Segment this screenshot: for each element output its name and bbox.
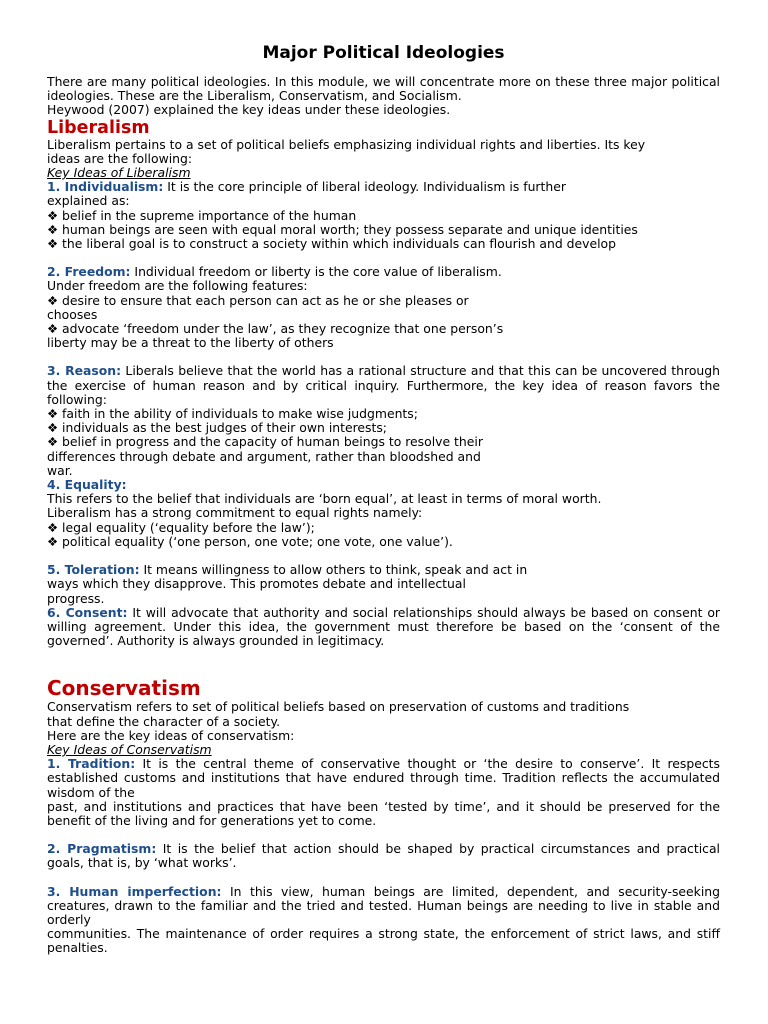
tradition-label: 1. Tradition: — [47, 756, 136, 772]
page-title: Major Political Ideologies — [262, 43, 505, 63]
pragmatism-text: It is the belief that action should be shaped by practical circumstances and practical goals, that is, by ‘what works’. — [47, 841, 720, 871]
toleration-text: It means willingness to allow others to think, speak and act in — [139, 562, 528, 578]
toleration-label: 5. Toleration: — [47, 562, 140, 578]
individualism-line: explained as: — [47, 193, 130, 209]
toleration-item — [47, 563, 720, 577]
freedom-line: liberty may be a threat to the liberty of others — [47, 335, 334, 351]
imperfection-text: In this view, human beings are limited, dependent, and security-seeking creatures, drawn to the familiar and the tried and tested. Human beings are needing to live in stable and orderly — [47, 883, 721, 927]
freedom-item — [47, 265, 720, 279]
bullet-line: ❖ human beings are seen with equal moral worth; they possess separate and unique identities — [47, 221, 638, 237]
freedom-text: Individual freedom or liberty is the core value of liberalism. — [130, 264, 502, 280]
tradition-continuation: past, and institutions and practices that have been ‘tested by time’, and it should be preserved for the benefit of the living and for generations yet to come. — [47, 798, 720, 828]
liberalism-subheading: Key Ideas of Liberalism — [47, 165, 191, 181]
liberalism-intro-line: Liberalism pertains to a set of political beliefs emphasizing individual rights and liberties. Its key — [47, 136, 646, 152]
bullet-line: ❖ individuals as the best judges of their own interests; — [47, 420, 387, 436]
conservatism-subheading: Key Ideas of Conservatism — [47, 741, 212, 757]
tradition-item — [47, 757, 720, 800]
imperfection-continuation: communities. The maintenance of order requires a strong state, the enforcement of strict laws, and stiff penalties. — [47, 926, 720, 956]
pragmatism-item — [47, 842, 720, 870]
conservatism-line: Conservatism refers to set of political beliefs based on preservation of customs and traditions — [47, 699, 630, 715]
bullet-line: ❖ the liberal goal is to construct a society within which individuals can flourish and develop — [47, 236, 616, 252]
freedom-label: 2. Freedom: — [47, 264, 131, 280]
bullet-line: ❖ advocate ‘freedom under the law’, as they recognize that one person’s — [47, 321, 504, 337]
bullet-line: ❖ political equality (‘one person, one vote; one vote, one value’). — [47, 533, 453, 549]
bullet-line: ❖ belief in the supreme importance of the human — [47, 207, 357, 223]
freedom-line: Under freedom are the following features: — [47, 278, 308, 294]
reason-label: 3. Reason: — [47, 363, 122, 379]
individualism-item — [47, 180, 720, 194]
bullet-line: ❖ desire to ensure that each person can act as he or she pleases or — [47, 292, 469, 308]
equality-label: 4. Equality: — [47, 477, 127, 493]
individualism-label: 1. Individualism: — [47, 179, 164, 195]
pragmatism-label: 2. Pragmatism: — [47, 841, 157, 857]
bullet-line: ❖ legal equality (‘equality before the law’); — [47, 519, 315, 535]
document-body — [47, 42, 720, 956]
imperfection-item — [47, 885, 720, 928]
consent-label: 6. Consent: — [47, 604, 128, 620]
reason-item — [47, 364, 720, 407]
intro-citation: Heywood (2007) explained the key ideas under these ideologies. — [47, 102, 451, 118]
individualism-text: It is the core principle of liberal ideology. Individualism is further — [163, 179, 566, 195]
freedom-line: chooses — [47, 306, 98, 322]
bullet-line: ❖ faith in the ability of individuals to make wise judgments; — [47, 406, 418, 422]
liberalism-intro-line: ideas are the following: — [47, 150, 193, 166]
tradition-text: It is the central theme of conservative thought or ‘the desire to conserve’. It respects established customs and institutions that have endured through time. Tradition reflects the accumulated wisdom of the — [47, 756, 720, 800]
imperfection-label: 3. Human imperfection: — [47, 883, 222, 899]
consent-text: It will advocate that authority and social relationships should always be based on consent or willing agreement. Under this idea, the government must therefore be based on the ‘consent of the governed’. Authority is always grounded in legitimacy. — [47, 604, 720, 649]
bullet-line: ❖ belief in progress and the capacity of human beings to resolve their — [47, 434, 483, 450]
conservatism-line: that define the character of a society. — [47, 713, 281, 729]
conservatism-line: Here are the key ideas of conservatism: — [47, 727, 295, 743]
reason-line: war. — [47, 462, 73, 478]
reason-line: differences through debate and argument, rather than bloodshed and — [47, 448, 481, 464]
liberalism-heading: Liberalism — [47, 117, 150, 138]
intro-paragraph: There are many political ideologies. In this module, we will concentrate more on these three major political ideologies. These are the Liberalism, Conservatism, and Socialism. — [47, 74, 720, 104]
toleration-line: progress. — [47, 590, 105, 606]
conservatism-heading: Conservatism — [47, 676, 201, 701]
consent-item — [47, 606, 720, 649]
reason-text: Liberals believe that the world has a rational structure and that this can be uncovered through the exercise of human reason and by critical inquiry. Furthermore, the key idea of reason favors the following: — [47, 363, 720, 407]
toleration-line: ways which they disapprove. This promotes debate and intellectual — [47, 576, 466, 592]
equality-line: This refers to the belief that individuals are ‘born equal’, at least in terms of moral worth. — [47, 491, 602, 507]
equality-line: Liberalism has a strong commitment to equal rights namely: — [47, 505, 423, 521]
